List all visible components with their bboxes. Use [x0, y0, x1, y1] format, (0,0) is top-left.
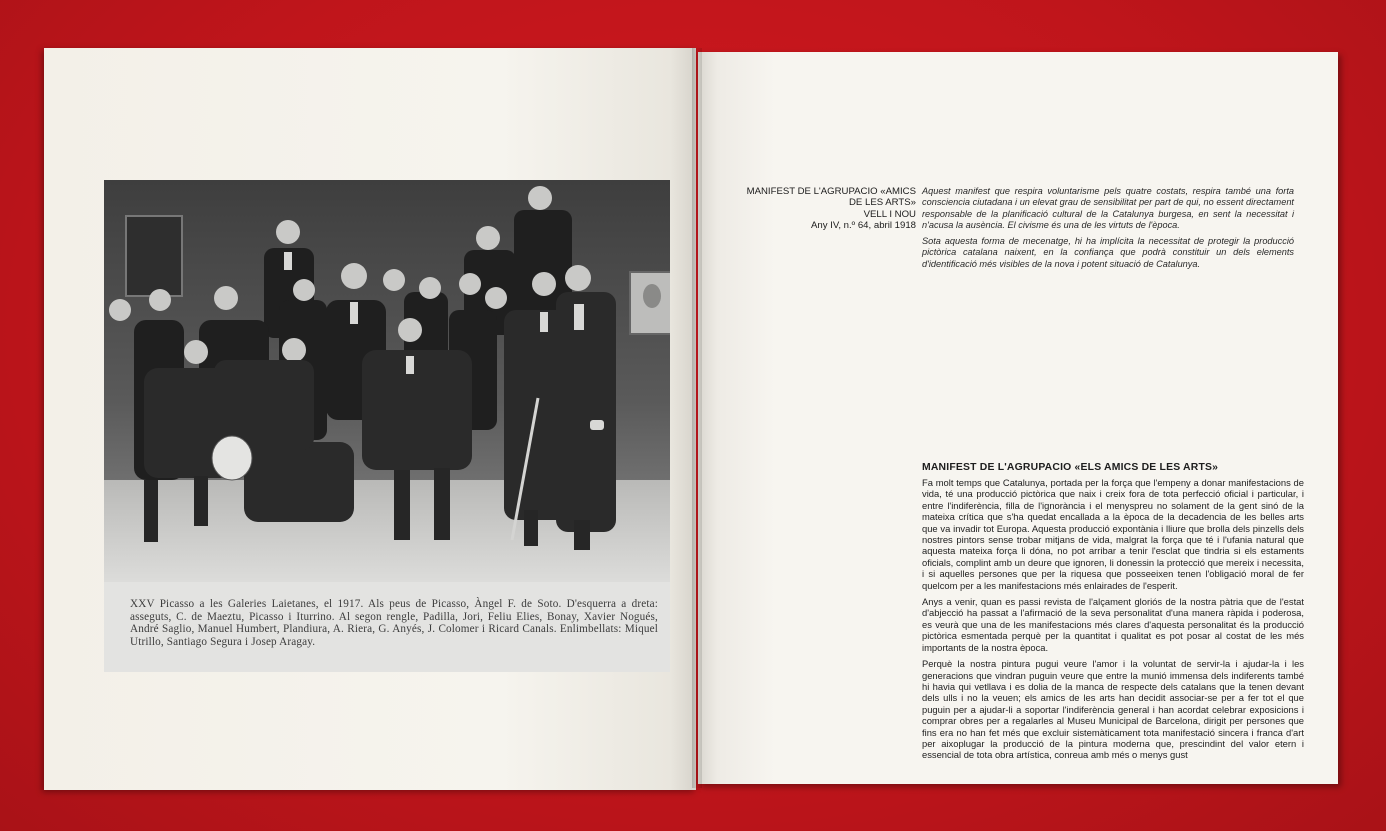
manifest-paragraph-1: Fa molt temps que Catalunya, portada per la força que l'empeny a donar manifestacions de vida, té una producció pictòrica que naix i creix fora de tota perfecció oficial i particular, i entre l'indiferència, filla de l'ignorància i el menyspreu no solament de la gent sinó de la mateixa crítica que s'ha quedat encallada a la època de la decadencia de les belles arts que va invadir tot Europa. Aquesta producció expontània i lliure que brolla dels pinzells dels nostres pintors sense trobar mitjans de vida, malgrat la força que té i l'ufania natural que aquesta mateixa força li dóna, no pot arribar a tenir l'esclat que tindria si els estaments oficials, complint amb un deure que ignoren, li donessin la protecció que mereix i necessita, i si aquelles persones que per la riquesa que posseeixen tenen l'obligació moral de fer quelcom per a les manifestacions més enlairades de l'esperit. — [922, 477, 1304, 591]
book-gutter — [692, 48, 702, 788]
manifest-title: MANIFEST DE L'AGRUPACIO «ELS AMICS DE LES ARTS» — [922, 462, 1219, 473]
source-heading — [708, 186, 916, 232]
manifest-paragraph-2: Anys a venir, quan es passi revista de l'alçament gloriós de la nostra pàtria que de l'estat d'abjecció ha passat a l'afirmació de la seva personalitat d'una manera ràpida i poderosa, es veurà que una de les manifestacions més clares d'aquesta personalitat és la producció pictòrica esmentada perquè per la quantitat i qualitat es pot posar al costat de les més importants de la nostra època. — [922, 596, 1304, 653]
open-book — [44, 44, 1340, 792]
photo-caption: XXV Picasso a les Galeries Laietanes, el 1917. Als peus de Picasso, Àngel F. de Soto. D'esquerra a dreta: asseguts, C. de Maeztu, Picasso i Iturrino. Al segon rengle, Padilla, Jori, Feliu Elies, Bonay, Xavier Nogués, André Saglio, Manuel Humbert, Plandiura, A. Riera, G. Anyés, J. Colomer i Ricard Canals. Enlimbellats: Miquel Utrillo, Santiago Segura i Josep Aragay. — [130, 598, 658, 648]
source-title-line-1: MANIFEST DE L'AGRUPACIO «AMICS — [746, 186, 916, 197]
intro-commentary — [922, 186, 1294, 275]
source-title-line-2: DE LES ARTS» — [848, 197, 916, 209]
source-publication: VELL I NOU — [863, 208, 916, 220]
manifest-paragraph-3: Perquè la nostra pintura pugui veure l'amor i la voluntat de servir-la i ajudar-la i les generacions que vindran puguin veure que entre la munió immensa dels indiferents també hi havia qui vetllava i es dolia de la manca de respecte dels catalans que la tenen devant dels ulls i no la veuen; els amics de les arts han decidit associar-se per a fer tot el que puguin per a ajudar-li a soportar l'indiferència general i han acordat celebrar exposicions i comprar obres per a regalarles al Museu Municipal de Barcelona, dirigit per persones que fins era no han fet més que excluir sistemàticament tota manifestació sincera i franca d'art per aixoplugar la producció de la pintura moderna que, prescindint del valor etern i essencial de tota obra artística, conreua amb més o menys gust — [922, 658, 1304, 761]
intro-paragraph-1: Aquest manifest que respira voluntarisme pels quatre costats, respira també una forta consciencia ciutadana i un elevat grau de sensibilitat per part de qui, no essent directament responsable de la planificació cultural de la Catalunya burgesa, en sent la necessitat i n'acusa la ausència. El civisme és una de les virtuts de l'època. — [922, 186, 1294, 230]
intro-paragraph-2: Sota aquesta forma de mecenatge, hi ha implícita la necessitat de protegir la producció pictòrica catalana naixent, en la confiança que podrà constituir un dels elements d'identificació més visibles de la nova i potent situació de Catalunya. — [922, 236, 1294, 269]
source-issue: Any IV, n.º 64, abril 1918 — [810, 220, 916, 232]
manifest-section — [922, 462, 1304, 766]
